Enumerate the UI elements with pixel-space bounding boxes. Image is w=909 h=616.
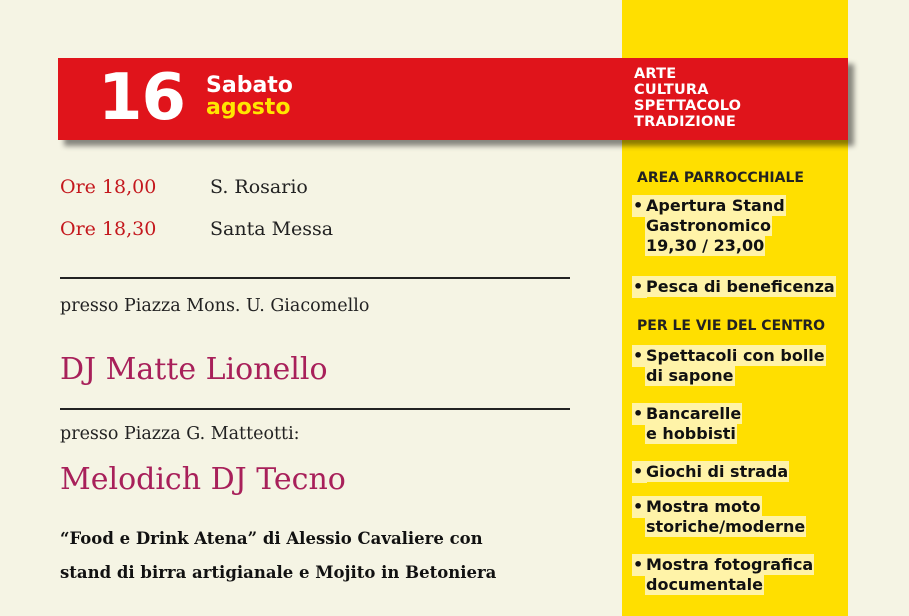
bullet-icon: • [633,196,646,216]
food-line: “Food e Drink Atena” di Alessio Cavaliere con [60,529,483,548]
sidebar-heading: AREA PARROCCHIALE [637,170,804,186]
act-title: DJ Matte Lionello [60,352,328,387]
sidebar-item: • Bancarelle e hobbisti [633,404,742,443]
tag-tradizione: TRADIZIONE [634,114,736,130]
day-number: 16 [98,61,186,135]
bullet-icon: • [633,277,646,297]
sidebar-item: • Apertura Stand Gastronomico 19,30 / 23,00 [633,196,785,255]
divider [60,277,570,279]
tag-arte: ARTE [634,66,677,82]
venue-label: presso Piazza G. Matteotti: [60,424,300,444]
schedule-time: Ore 18,00 [60,176,157,198]
sidebar-item: • Giochi di strada [633,462,789,481]
tag-spettacolo: SPETTACOLO [634,98,742,114]
act-title: Melodich DJ Tecno [60,462,346,497]
venue-label: presso Piazza Mons. U. Giacomello [60,296,370,316]
date-banner [58,58,848,140]
bullet-icon: • [633,346,646,366]
sidebar-item: • Pesca di beneficenza [633,277,835,296]
schedule-label: S. Rosario [210,176,308,198]
schedule-label: Santa Messa [210,218,334,240]
month-label: agosto [206,95,291,120]
sidebar-item: • Mostra moto storiche/moderne [633,497,806,536]
schedule-row [60,176,308,198]
weekday-label: Sabato [206,73,293,98]
tag-cultura: CULTURA [634,82,709,98]
sidebar-heading: PER LE VIE DEL CENTRO [637,318,826,334]
food-line: stand di birra artigianale e Mojito in Betoniera [60,563,497,582]
food-description [60,522,600,590]
bullet-icon: • [633,462,646,482]
bullet-icon: • [633,555,646,575]
schedule-time: Ore 18,30 [60,218,157,240]
theme-tags [634,66,741,130]
bullet-icon: • [633,404,646,424]
sidebar-item: • Spettacoli con bolle di sapone [633,346,825,385]
bullet-icon: • [633,497,646,517]
schedule-row [60,218,333,240]
sidebar-item: • Mostra fotografica documentale [633,555,814,594]
divider [60,408,570,410]
